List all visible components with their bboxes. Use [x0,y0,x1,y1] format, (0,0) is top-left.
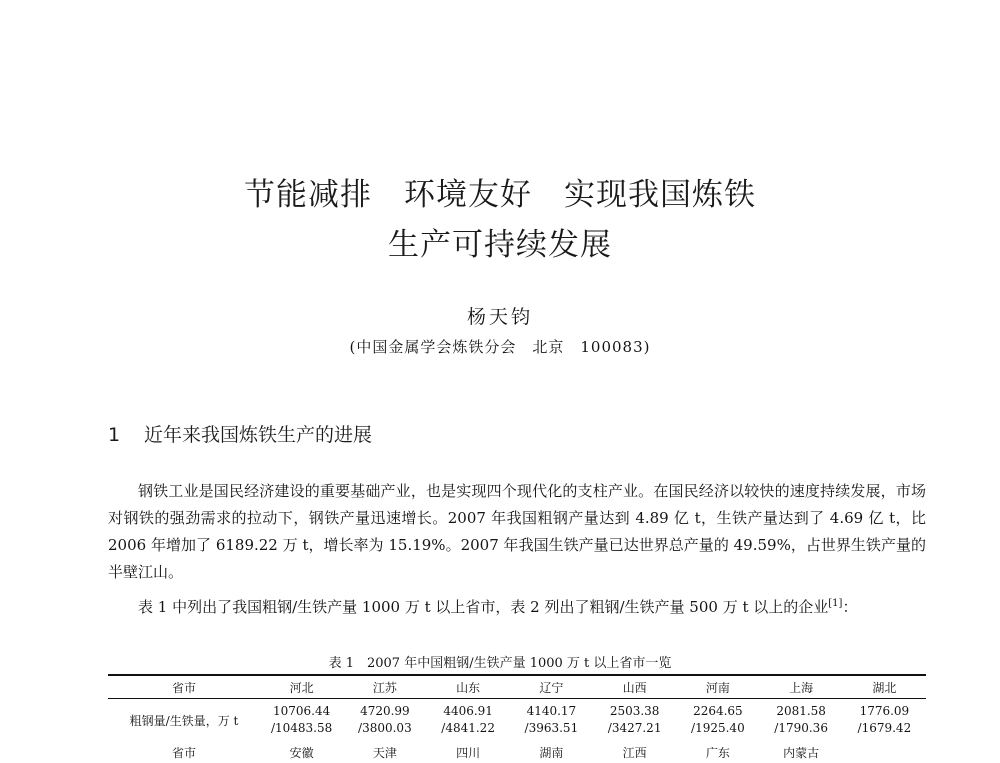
province-cell: 四川 [456,745,481,760]
title-line-2: 生产可持续发展 [388,227,612,263]
title-part-2: 环境友好 [404,177,532,213]
iron-value: /3800.03 [358,721,412,735]
citation-ref[interactable]: [1] [828,598,843,609]
province-cell: 天津 [372,745,397,760]
title-part-3: 实现我国炼铁 [564,177,756,213]
body-paragraph-2 [108,594,926,621]
value-cell [593,699,676,742]
paragraph-2-end: ： [842,598,858,616]
value-cell [260,699,343,742]
province-cell: 内蒙古 [783,745,820,760]
province-cell: 湖北 [843,675,926,699]
province-cell: 山西 [593,675,676,699]
paper-title [0,170,1000,270]
value-cell [427,699,510,742]
table-value-row [108,699,926,742]
value-label: 粗钢量/生铁量，万 t [129,713,239,728]
province-cell: 辽宁 [510,675,593,699]
section-title: 近年来我国炼铁生产的进展 [144,424,373,446]
steel-value: 2503.38 [609,704,660,718]
province-cell: 河南 [676,675,759,699]
title-part-1: 节能减排 [244,177,372,213]
iron-value: /3427.21 [607,721,662,735]
value-cell [510,699,593,742]
steel-value: 2081.58 [776,704,826,718]
steel-value: 4406.91 [443,704,493,718]
iron-value: /1925.40 [691,721,745,735]
steel-value: 1776.09 [859,704,910,718]
iron-value: /1790.36 [774,721,828,735]
title-line-1 [0,170,1000,220]
value-cell [760,699,843,742]
province-cell: 江苏 [343,675,426,699]
province-cell: 江西 [622,745,647,760]
body-paragraph-1: 钢铁工业是国民经济建设的重要基础产业，也是实现四个现代化的支柱产业。在国民经济以较快的速度持续发展，市场对钢铁的强劲需求的拉动下，钢铁产量迅速增长。2007 年我国粗钢产量达到 4.89 亿 t，生铁产量达到了 4.69 亿 t，比 2006 年增加了 6189.22 万 t，增长率为 15.19%。2007 年我国生铁产量已达世界总产量的 49.59%，占世界生铁产量的半壁江山。 [108,482,926,581]
steel-value: 2264.65 [693,704,743,718]
value-cell [843,699,926,742]
iron-value: /4841.22 [441,721,495,735]
author-name: 杨天钧 [466,306,533,328]
value-cell [343,699,426,742]
province-cell: 湖南 [539,745,564,760]
section-number: 1 [108,424,121,446]
province-cell: 安徽 [289,745,314,760]
iron-value: /10483.58 [270,721,333,735]
author-affiliation: (中国金属学会炼铁分会 北京 100083) [349,338,651,356]
province-cell: 上海 [760,675,843,699]
header-label-2: 省市 [171,745,196,760]
header-label: 省市 [108,675,260,699]
table-header-row [108,675,926,699]
province-cell: 山东 [427,675,510,699]
province-cell: 河北 [260,675,343,699]
paragraph-2-text: 表 1 中列出了我国粗钢/生铁产量 1000 万 t 以上省市，表 2 列出了粗钢/生铁产量 500 万 t 以上的企业 [138,598,829,616]
steel-value: 10706.44 [272,704,331,718]
table-caption: 表 1 2007 年中国粗钢/生铁产量 1000 万 t 以上省市一览 [328,656,672,671]
steel-value: 4140.17 [526,704,577,718]
value-cell [676,699,759,742]
steel-value: 4720.99 [360,704,410,718]
iron-value: /3963.51 [524,721,579,735]
iron-value: /1679.42 [857,721,912,735]
province-cell: 广东 [705,745,730,760]
production-table [108,674,926,763]
section-heading [108,420,372,447]
